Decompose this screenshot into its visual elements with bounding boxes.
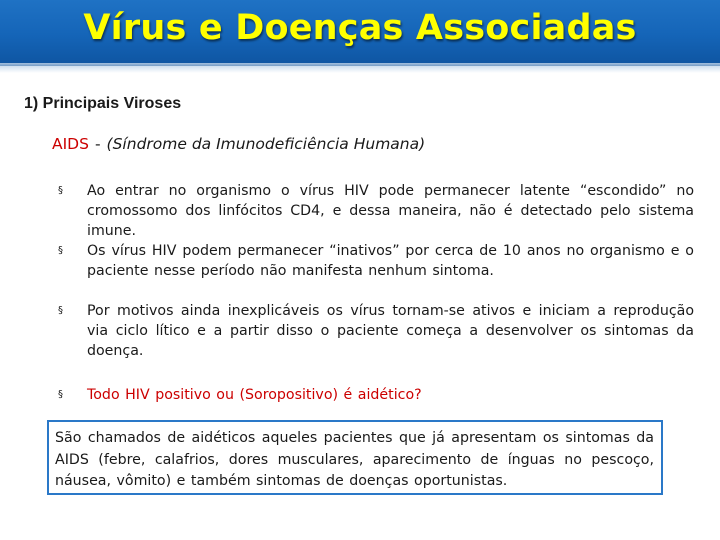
bullet-marker-icon: § (58, 245, 63, 256)
bullet-marker-icon: § (58, 305, 63, 316)
bullet-text: Por motivos ainda inexplicáveis os vírus tornam-se ativos e iniciam a reprodução via ciclo lítico e a partir disso o paciente começa a desenvolver os sintomas da doença. (87, 303, 694, 359)
title-bar (0, 0, 720, 66)
bullet-marker-icon: § (58, 185, 63, 196)
list-item (58, 241, 694, 281)
list-item-question (58, 385, 694, 405)
bullet-text: Ao entrar no organismo o vírus HIV pode permanecer latente “escondido” no cromossomo dos linfócitos CD4, e dessa maneira, não é detectado pelo sistema imune. (87, 183, 694, 239)
bullet-marker-icon: § (58, 389, 63, 400)
aids-abbreviation: AIDS (52, 135, 89, 153)
bullet-list (58, 181, 694, 405)
bullet-text: Os vírus HIV podem permanecer “inativos” por cerca de 10 anos no organismo e o paciente nesse período não manifesta nenhum sintoma. (87, 243, 694, 279)
section-heading: 1) Principais Viroses (24, 95, 182, 112)
page-title: Vírus e Doenças Associadas (83, 8, 637, 48)
list-item (58, 301, 694, 361)
subtitle-separator: - (94, 135, 101, 153)
definition-callout-box: São chamados de aidéticos aqueles pacientes que já apresentam os sintomas da AIDS (febre, calafrios, dores musculares, aparecimento de ínguas no pescoço, náusea, vômito) e também sintomas de doenças oportunistas. (47, 420, 663, 495)
aids-full-name: (Síndrome da Imunodeficiência Humana) (106, 135, 426, 153)
list-item (58, 181, 694, 241)
bullet-text: Todo HIV positivo ou (Soropositivo) é aidético? (87, 387, 422, 403)
disease-subtitle (52, 135, 425, 153)
